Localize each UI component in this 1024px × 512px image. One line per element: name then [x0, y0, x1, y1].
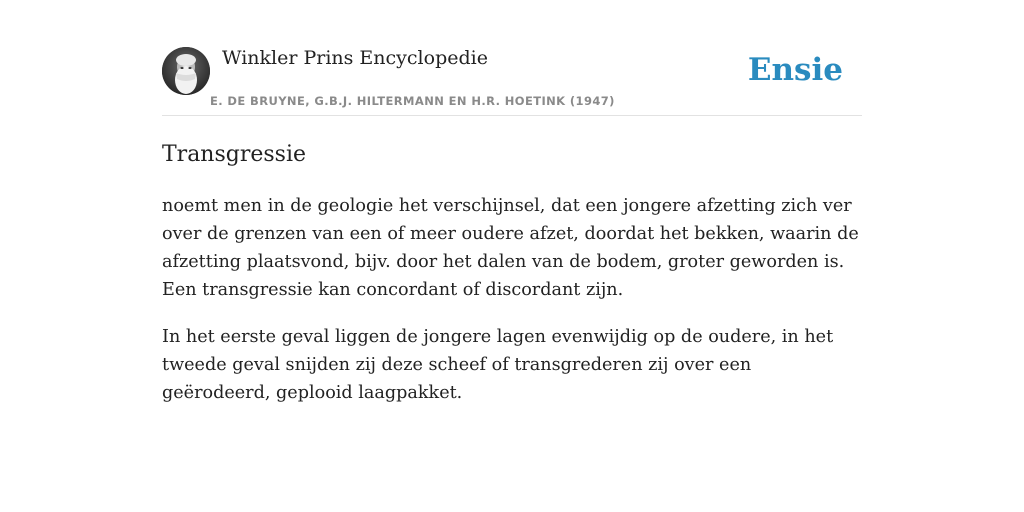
article-title: Transgressie [162, 142, 307, 167]
author-avatar[interactable] [162, 47, 210, 95]
source-title[interactable]: Winkler Prins Encyclopedie [222, 47, 488, 69]
author-portrait-icon [162, 47, 210, 95]
source-header [162, 0, 862, 116]
source-authors: E. DE BRUYNE, G.B.J. HILTERMANN EN H.R. HOETINK (1947) [210, 94, 615, 108]
article-paragraph: In het eerste geval liggen de jongere lagen evenwijdig op de oudere, in het tweede geval snijden zij deze scheef of transgrederen zij over een geërodeerd, geplooid laagpakket. [162, 327, 834, 403]
brand-logo[interactable]: Ensie [747, 52, 843, 88]
article-paragraph: noemt men in de geologie het verschijnsel, dat een jongere afzetting zich ver over de grenzen van een of meer oudere afzet, doordat het bekken, waarin de afzetting plaatsvond, bijv. door het dalen van de bodem, groter geworden is. Een transgressie kan concordant of discordant zijn. [162, 196, 859, 300]
article-body [162, 192, 862, 426]
page-container [162, 0, 862, 512]
